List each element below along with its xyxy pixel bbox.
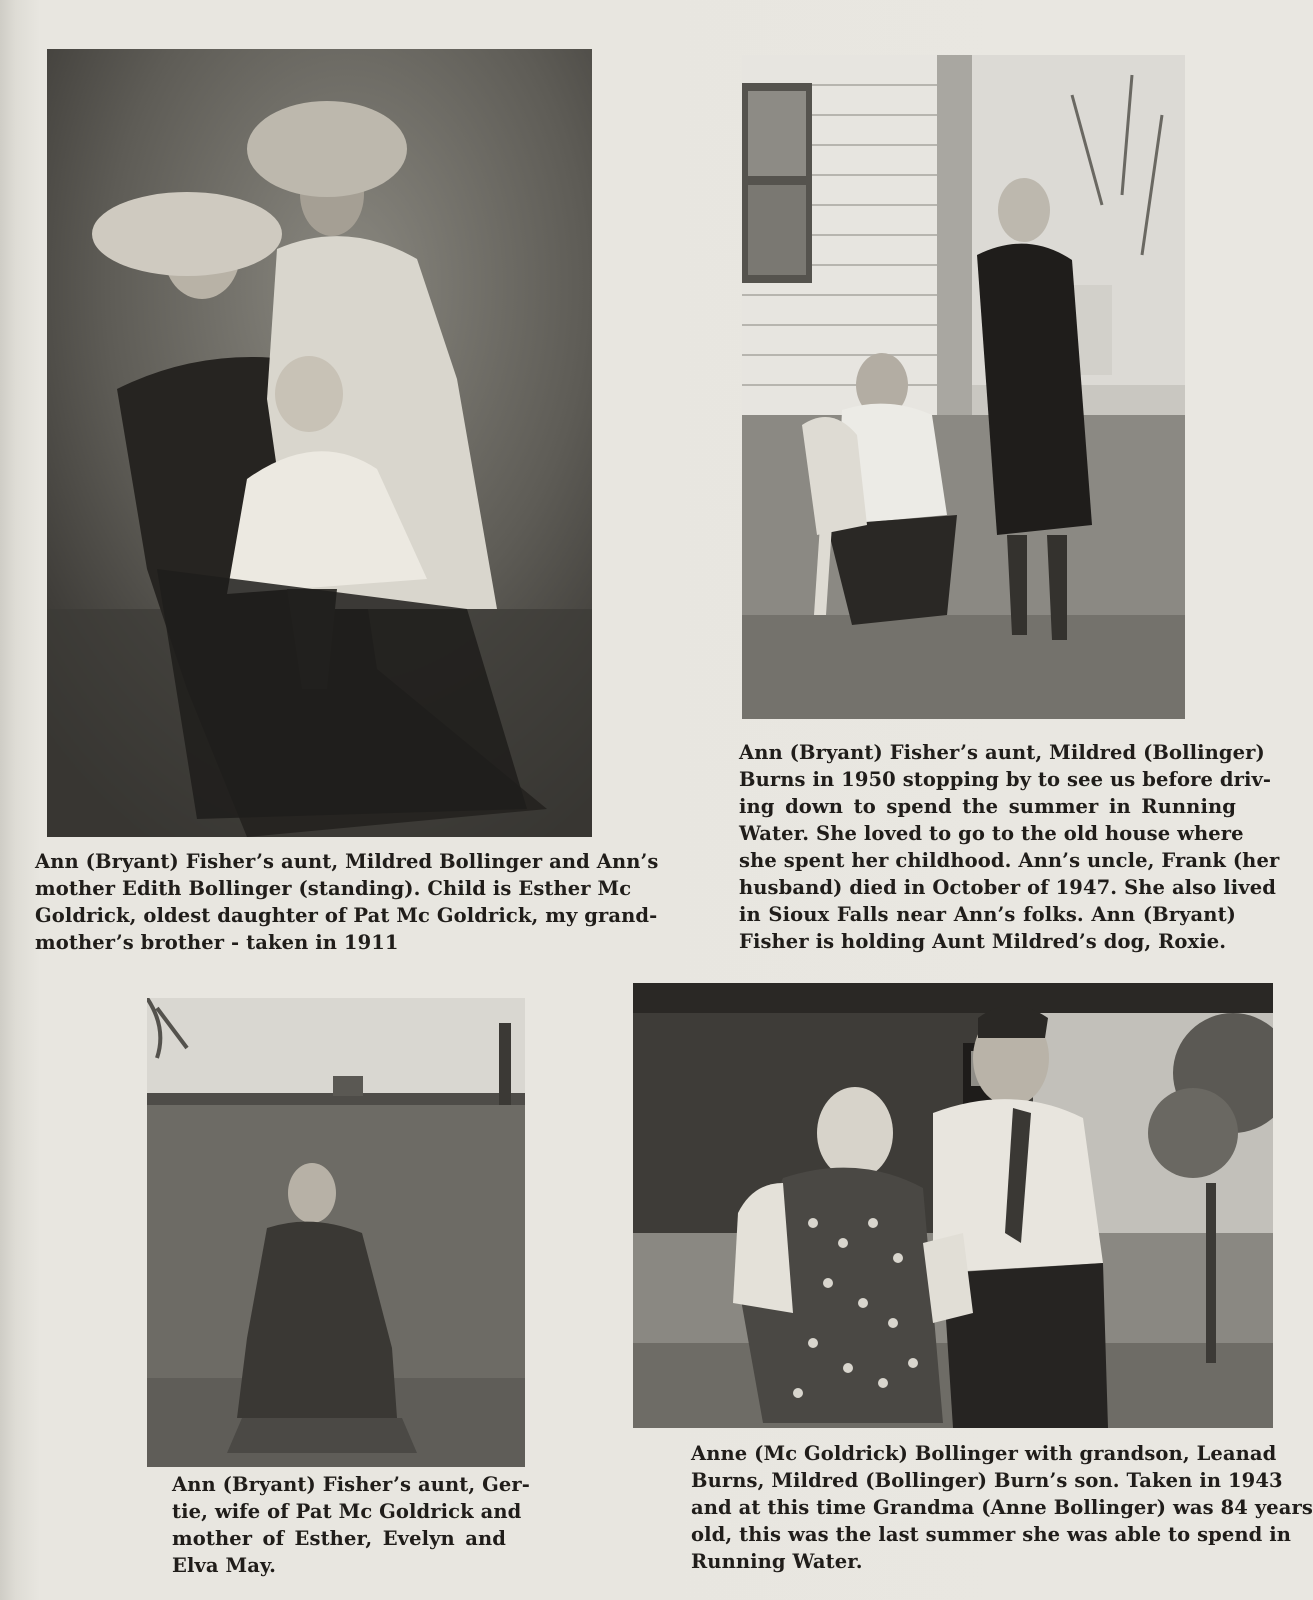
caption-line: old, this was the last summer she was able to spend in	[691, 1523, 1292, 1546]
photo-gertie-in-field	[147, 998, 525, 1467]
caption-line: ing down to spend the summer in Running	[739, 795, 1236, 818]
caption-line: husband) died in October of 1947. She also lived	[739, 876, 1276, 899]
caption-line: Fisher is holding Aunt Mildred’s dog, Roxie.	[739, 930, 1227, 953]
caption-line: Burns, Mildred (Bollinger) Burn’s son. Taken in 1943	[691, 1469, 1283, 1492]
caption-photo-1	[35, 848, 659, 956]
caption-line: mother Edith Bollinger (standing). Child is Esther Mc	[35, 877, 632, 900]
caption-line: in Sioux Falls near Ann’s folks. Ann (Bryant)	[739, 903, 1236, 926]
caption-line: Anne (Mc Goldrick) Bollinger with grandson, Leanad	[691, 1442, 1277, 1465]
caption-line: she spent her childhood. Ann’s uncle, Frank (her	[739, 849, 1280, 872]
caption-line: Burns in 1950 stopping by to see us before driv-	[739, 768, 1272, 791]
caption-line: mother’s brother - taken in 1911	[35, 931, 399, 954]
caption-line: Running Water.	[691, 1550, 863, 1573]
caption-line: mother of Esther, Evelyn and	[172, 1527, 506, 1550]
caption-line: Ann (Bryant) Fisher’s aunt, Ger-	[172, 1473, 530, 1496]
caption-line: Water. She loved to go to the old house where	[739, 822, 1244, 845]
caption-line: Ann (Bryant) Fisher’s aunt, Mildred Bollinger and Ann’s	[35, 850, 659, 873]
photo-studio-portrait-1911	[47, 49, 592, 837]
caption-line: tie, wife of Pat Mc Goldrick and	[172, 1500, 522, 1523]
photo-anne-bollinger-1943	[633, 983, 1273, 1428]
caption-line: Goldrick, oldest daughter of Pat Mc Goldrick, my grand-	[35, 904, 658, 927]
caption-photo-3	[172, 1471, 530, 1579]
caption-line: and at this time Grandma (Anne Bollinger) was 84 years	[691, 1496, 1313, 1519]
caption-photo-2	[739, 739, 1280, 955]
caption-photo-4	[691, 1440, 1313, 1575]
caption-line: Ann (Bryant) Fisher’s aunt, Mildred (Bollinger)	[739, 741, 1265, 764]
photo-mildred-burns-1950	[742, 55, 1185, 719]
caption-line: Elva May.	[172, 1554, 277, 1577]
